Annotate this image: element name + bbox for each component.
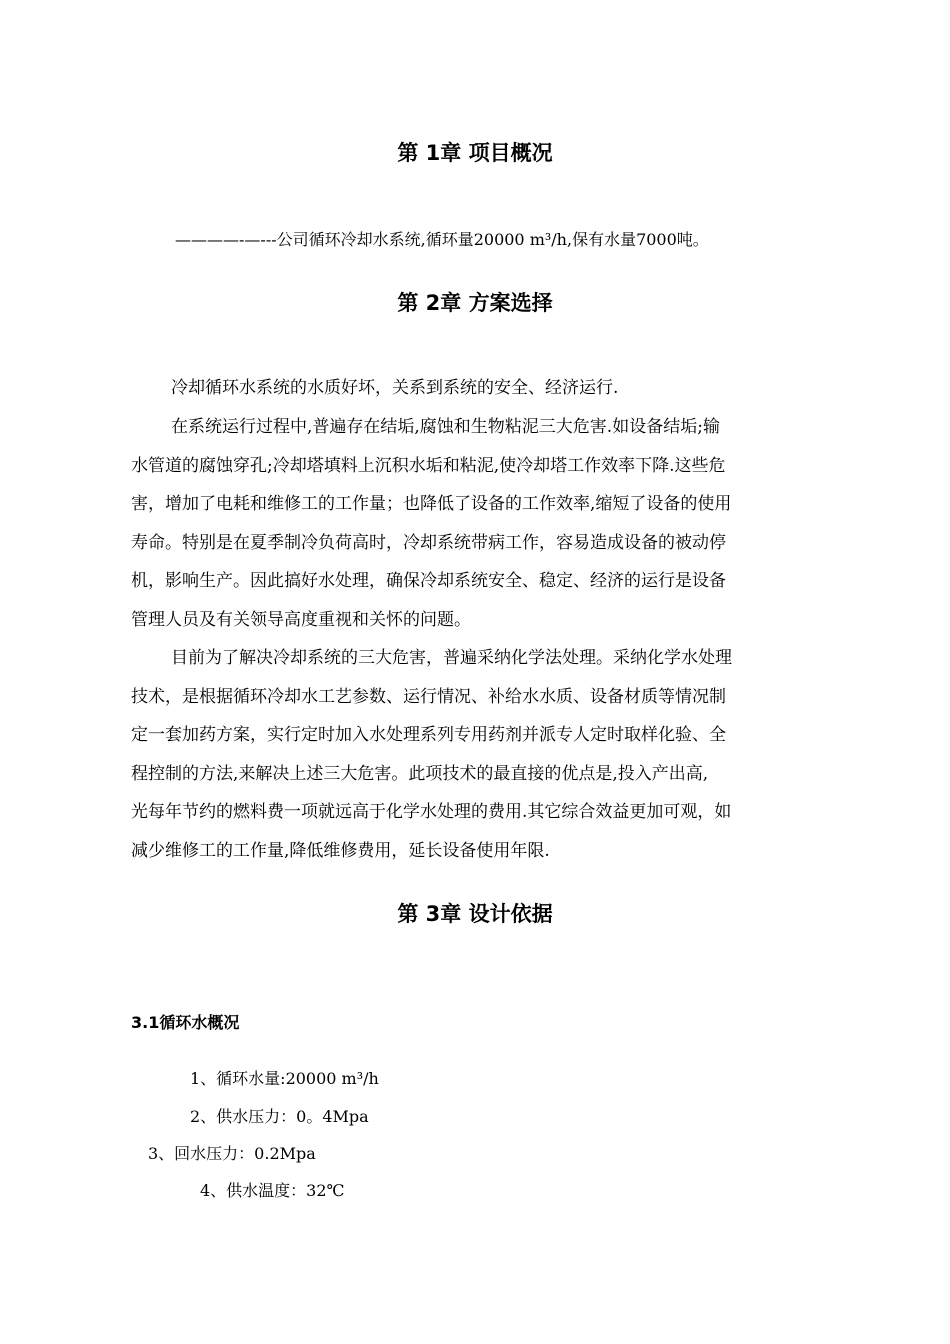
list-item: 3、回水压力：0.2Mpa: [148, 1144, 316, 1163]
chapter-1-title: 第 1章 项目概况: [397, 141, 553, 165]
list-item: 4、供水温度：32℃: [200, 1181, 345, 1200]
body-line: 冷却循环水系统的水质好坏，关系到系统的安全、经济运行.: [171, 378, 619, 398]
body-line: 害，增加了电耗和维修工的工作量；也降低了设备的工作效率,缩短了设备的使用: [131, 494, 732, 514]
chapter-3-title: 第 3章 设计依据: [397, 902, 553, 926]
body-line: 定一套加药方案，实行定时加入水处理系列专用药剂并派专人定时取样化验、全: [131, 725, 726, 745]
chapter-2-title: 第 2章 方案选择: [397, 291, 553, 315]
body-line: 目前为了解决冷却系统的三大危害，普遍采纳化学法处理。采纳化学水处理: [171, 648, 732, 668]
body-line: 水管道的腐蚀穿孔;冷却塔填料上沉积水垢和粘泥,使冷却塔工作效率下降.这些危: [131, 456, 726, 476]
section-heading-3-1: 3.1循环水概况: [131, 1013, 240, 1032]
body-line: 光每年节约的燃料费一项就远高于化学水处理的费用.其它综合效益更加可观，如: [131, 802, 732, 822]
list-item: 2、供水压力：0。4Mpa: [190, 1107, 369, 1126]
list-item: 1、循环水量:20000 m³/h: [190, 1069, 379, 1088]
project-overview-text: ————-—---公司循环冷却水系统,循环量20000 m³/h,保有水量7000吨。: [175, 230, 709, 249]
body-line: 机，影响生产。因此搞好水处理，确保冷却系统安全、稳定、经济的运行是设备: [131, 571, 726, 591]
body-line: 程控制的方法,来解决上述三大危害。此项技术的最直接的优点是,投入产出高,: [131, 764, 709, 784]
body-line: 寿命。特别是在夏季制冷负荷高时，冷却系统带病工作，容易造成设备的被动停: [131, 533, 726, 553]
body-line: 技术，是根据循环冷却水工艺参数、运行情况、补给水水质、设备材质等情况制: [131, 687, 726, 707]
body-line: 在系统运行过程中,普遍存在结垢,腐蚀和生物粘泥三大危害.如设备结垢;输: [171, 417, 720, 437]
body-line: 减少维修工的工作量,降低维修费用，延长设备使用年限.: [131, 841, 550, 861]
body-line: 管理人员及有关领导高度重视和关怀的问题。: [131, 610, 471, 630]
